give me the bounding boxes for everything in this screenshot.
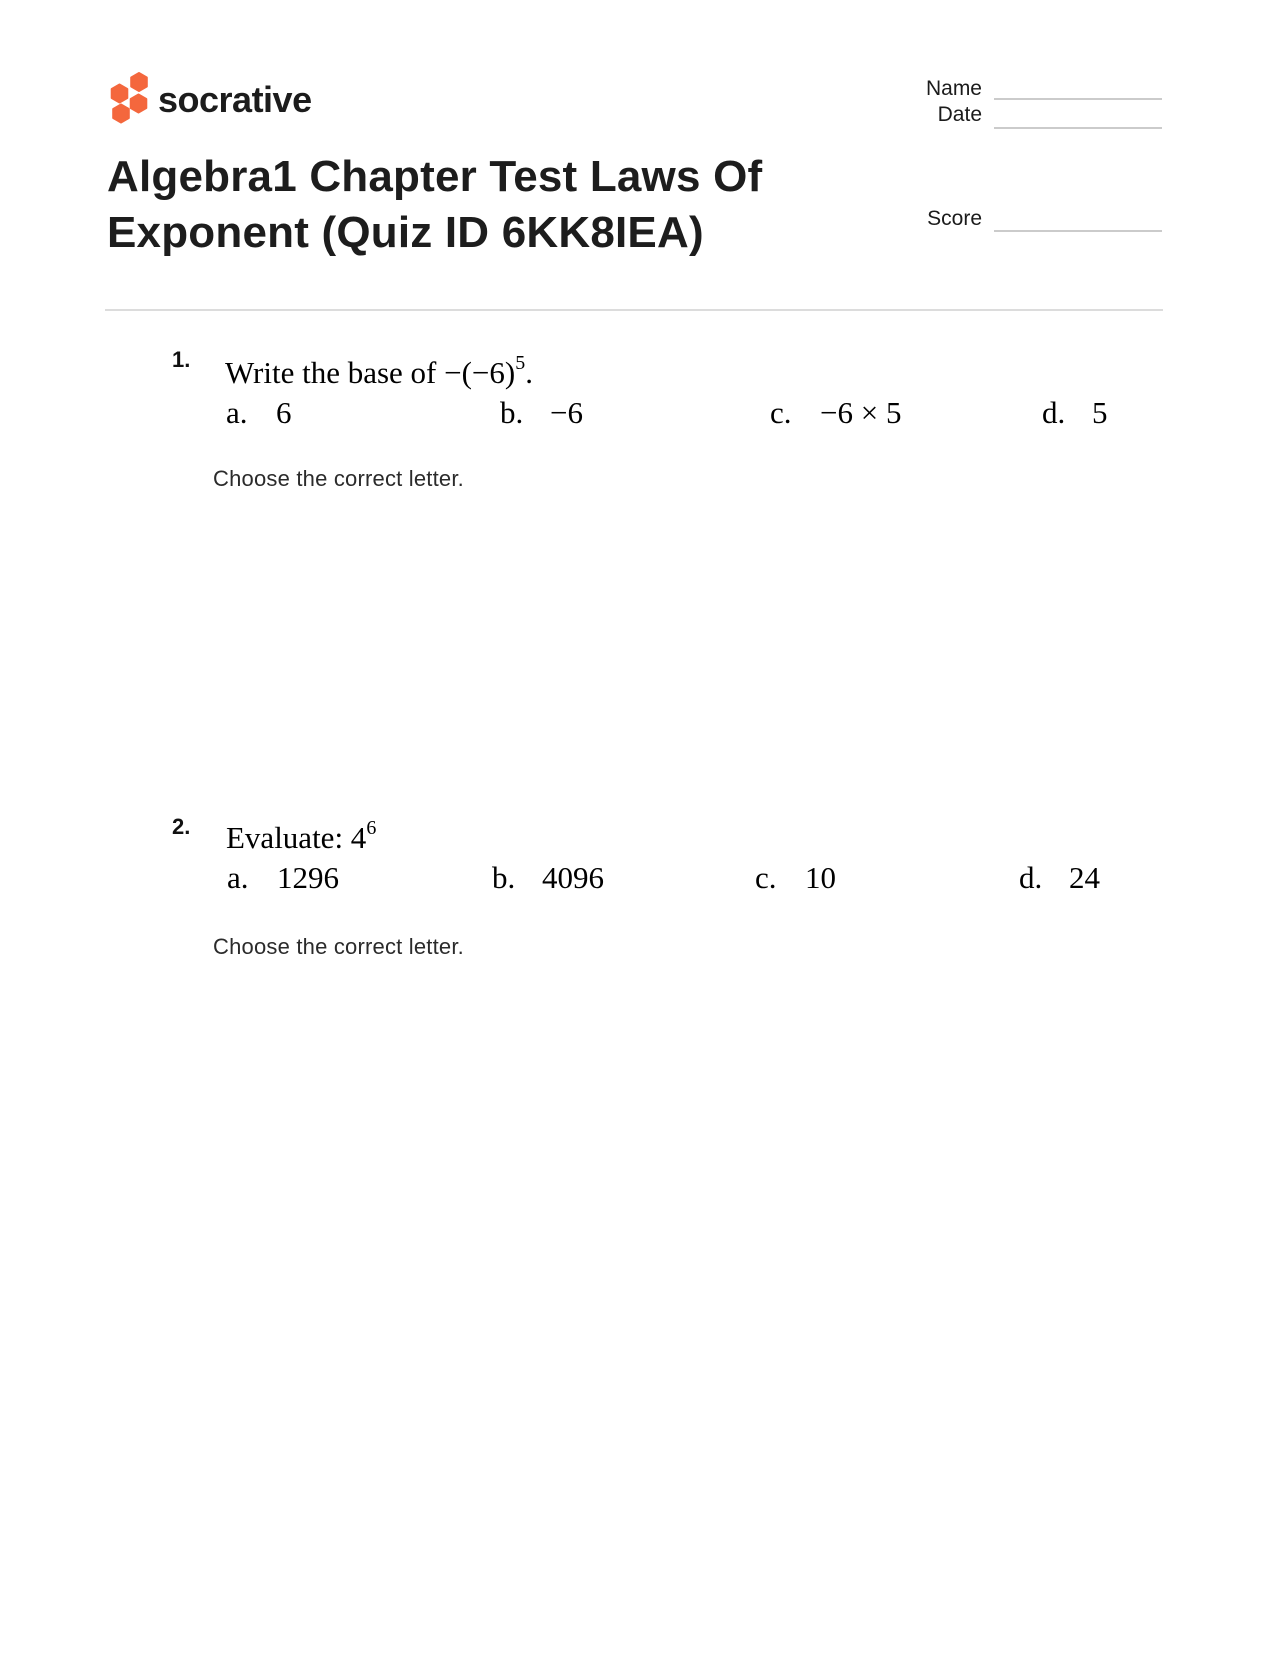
- option-letter: a.: [227, 860, 249, 895]
- question-2-prompt-text: Evaluate: 4: [226, 820, 367, 855]
- option-letter: d.: [1042, 395, 1066, 430]
- question-1-option-c: [770, 394, 901, 432]
- question-1-prompt-suffix: .: [525, 355, 533, 390]
- question-2-exponent: 6: [366, 817, 377, 839]
- option-letter: c.: [770, 395, 792, 430]
- question-2-option-b: [492, 859, 604, 897]
- question-2-option-a: [227, 859, 339, 897]
- option-value: 4096: [542, 860, 604, 895]
- socrative-logo: [103, 64, 155, 126]
- question-2-instruction: Choose the correct letter.: [213, 934, 464, 959]
- option-letter: b.: [492, 860, 516, 895]
- question-1-option-b: [500, 394, 583, 432]
- question-1-option-d: [1042, 394, 1108, 432]
- name-blank-line: [994, 98, 1162, 100]
- score-blank-line: [994, 230, 1162, 232]
- score-label: Score: [927, 207, 982, 230]
- date-label: Date: [937, 103, 982, 126]
- option-value: 1296: [277, 860, 339, 895]
- option-value: −6: [550, 395, 583, 430]
- question-2-option-d: [1019, 859, 1100, 897]
- date-blank-line: [994, 127, 1162, 129]
- option-value: 5: [1092, 395, 1108, 430]
- name-label: Name: [925, 77, 982, 100]
- question-2-prompt: [226, 819, 376, 861]
- question-1-number: 1.: [172, 347, 191, 372]
- option-letter: c.: [755, 860, 777, 895]
- option-letter: d.: [1019, 860, 1043, 895]
- question-1-exponent: 5: [515, 352, 526, 374]
- quiz-title: [107, 149, 887, 261]
- question-1-prompt: [225, 354, 533, 396]
- quiz-title-line2: Exponent (Quiz ID 6KK8IEA): [107, 208, 704, 257]
- question-1-option-a: [226, 394, 292, 432]
- question-1-instruction: Choose the correct letter.: [213, 466, 464, 491]
- option-value: 6: [276, 395, 292, 430]
- option-value: −6 × 5: [820, 395, 902, 430]
- question-2-option-c: [755, 859, 836, 897]
- option-letter: a.: [226, 395, 248, 430]
- socrative-brand-text: socrative: [158, 79, 312, 120]
- option-value: 24: [1069, 860, 1100, 895]
- question-2-number: 2.: [172, 814, 191, 839]
- question-1-prompt-text: Write the base of −(−6): [225, 355, 516, 390]
- quiz-title-line1: Algebra1 Chapter Test Laws Of: [107, 152, 763, 201]
- option-letter: b.: [500, 395, 524, 430]
- hexagon-cluster-icon: [103, 64, 155, 126]
- option-value: 10: [805, 860, 836, 895]
- header-divider: [105, 309, 1163, 311]
